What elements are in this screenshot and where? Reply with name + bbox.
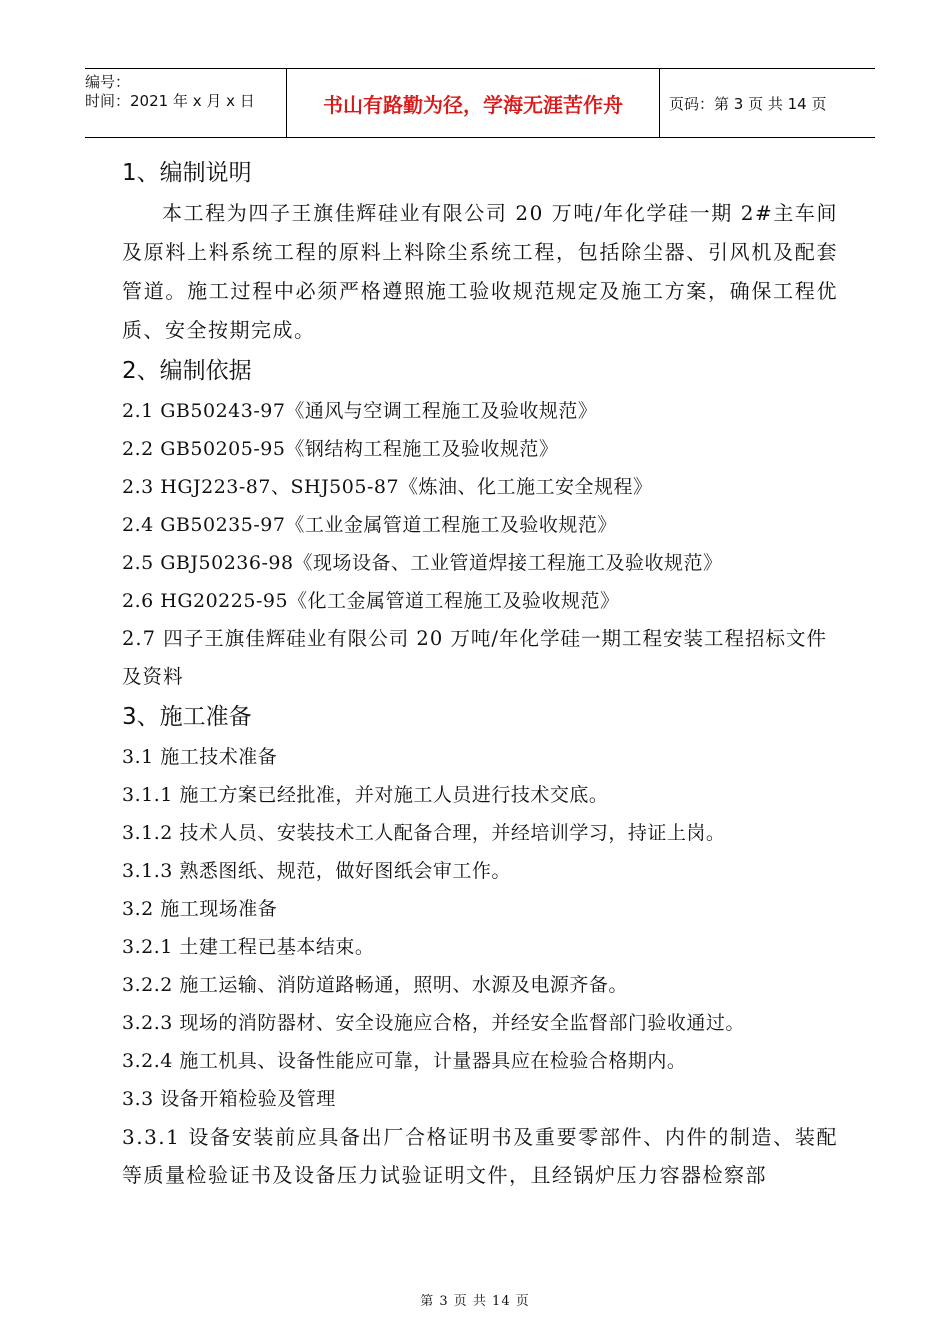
prep-item-3-1-1: 3.1.1 施工方案已经批准，并对施工人员进行技术交底。 <box>122 784 609 806</box>
basis-item-2-1: 2.1 GB50243-97《通风与空调工程施工及验收规范》 <box>122 400 598 422</box>
prep-item-3-1-3: 3.1.3 熟悉图纸、规范，做好图纸会审工作。 <box>122 860 511 882</box>
section-1-paragraph: 本工程为四子王旗佳辉硅业有限公司 20 万吨/年化学硅一期 2#主车间及原料上料系统工程的原料上料除尘系统工程，包括除尘器、引风机及配套管道。施工过程中必须严格遵照施工验收规范规定及施工方案，确保工程优质、安全按期完成。 <box>122 201 838 342</box>
header-motto: 书山有路勤为径，学海无涯苦作舟 <box>286 69 660 137</box>
basis-item-2-7: 2.7 四子王旗佳辉硅业有限公司 20 万吨/年化学硅一期工程安装工程招标文件及资料 <box>122 627 827 688</box>
basis-item-2-4: 2.4 GB50235-97《工业金属管道工程施工及验收规范》 <box>122 514 617 536</box>
prep-item-3-2-3: 3.2.3 现场的消防器材、安全设施应合格，并经安全监督部门验收通过。 <box>122 1012 745 1034</box>
prep-item-3-3-1: 3.3.1 设备安装前应具备出厂合格证明书及重要零部件、内件的制造、装配等质量检验证书及设备压力试验证明文件，且经锅炉压力容器检察部 <box>122 1125 838 1187</box>
prep-item-3-1: 3.1 施工技术准备 <box>122 746 278 768</box>
basis-item-2-3: 2.3 HGJ223-87、SHJ505-87《炼油、化工施工安全规程》 <box>122 476 653 498</box>
page-footer: 第 3 页 共 14 页 <box>420 1294 530 1309</box>
prep-item-3-3: 3.3 设备开箱检验及管理 <box>122 1088 336 1110</box>
header-page-number: 页码：第 3 页 共 14 页 <box>669 94 827 113</box>
prep-item-3-2-2: 3.2.2 施工运输、消防道路畅通，照明、水源及电源齐备。 <box>122 974 628 996</box>
basis-item-2-5: 2.5 GBJ50236-98《现场设备、工业管道焊接工程施工及验收规范》 <box>122 552 723 574</box>
header-time: 时间：2021 年 x 月 x 日 <box>85 92 255 110</box>
basis-item-2-6: 2.6 HG20225-95《化工金属管道工程施工及验收规范》 <box>122 590 620 612</box>
section-1-title: 1、编制说明 <box>122 160 252 186</box>
section-2-title: 2、编制依据 <box>122 358 252 384</box>
prep-item-3-2-1: 3.2.1 土建工程已基本结束。 <box>122 936 375 958</box>
page-header <box>85 68 875 138</box>
prep-item-3-2: 3.2 施工现场准备 <box>122 898 278 920</box>
basis-item-2-2: 2.2 GB50205-95《钢结构工程施工及验收规范》 <box>122 438 559 460</box>
document-body <box>122 152 838 1194</box>
section-3-title: 3、施工准备 <box>122 704 252 730</box>
prep-item-3-2-4: 3.2.4 施工机具、设备性能应可靠，计量器具应在检验合格期内。 <box>122 1050 687 1072</box>
prep-item-3-1-2: 3.1.2 技术人员、安装技术工人配备合理，并经培训学习，持证上岗。 <box>122 822 726 844</box>
header-meta <box>85 69 285 141</box>
header-number: 编号： <box>85 73 131 91</box>
